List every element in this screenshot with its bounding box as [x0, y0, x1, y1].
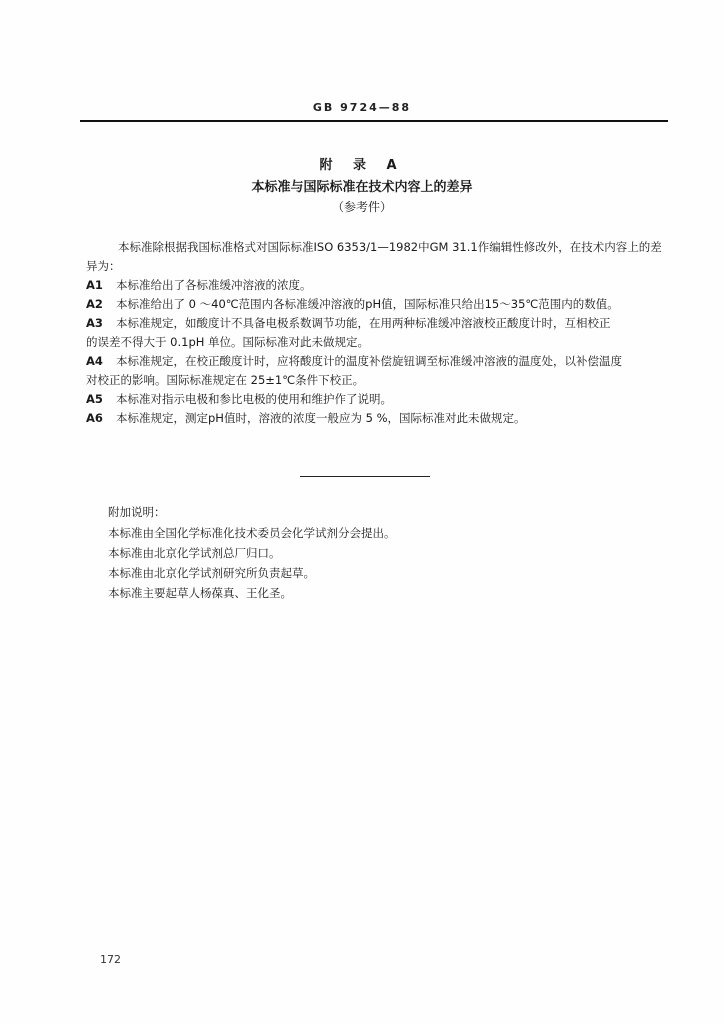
- clause-id: A3: [86, 316, 103, 330]
- additional-note-line: 本标准主要起草人杨葆真、王化圣。: [108, 586, 292, 600]
- additional-note-line: 本标准由北京化学试剂研究所负责起草。: [108, 566, 315, 580]
- additional-note-line: 本标准由全国化学标准化技术委员会化学试剂分会提出。: [108, 526, 396, 540]
- clause-line: 本标准规定，在校正酸度计时，应将酸度计的温度补偿旋钮调至标准缓冲溶液的温度处，以补偿温度: [116, 354, 622, 368]
- additional-note-line: 本标准由北京化学试剂总厂归口。: [108, 546, 281, 560]
- clause-id: A5: [86, 392, 103, 406]
- clause-line: 本标准规定，测定pH值时，溶液的浓度一般应为 5 %，国际标准对此未做规定。: [116, 411, 526, 425]
- clause-id: A4: [86, 354, 103, 368]
- appendix-title: 附 录 A: [319, 158, 405, 173]
- clause-line: 本标准规定，如酸度计不具备电极系数调节功能，在用两种标准缓冲溶液校正酸度计时，互相校正: [116, 316, 611, 330]
- clause-continuation: 的误差不得大于 0.1pH 单位。国际标准对此未做规定。: [86, 335, 370, 349]
- clause-item: [86, 390, 666, 409]
- clause-id: A1: [86, 278, 103, 292]
- appendix-note: （参考件）: [331, 200, 392, 214]
- clause-line: 本标准对指示电极和参比电极的使用和维护作了说明。: [116, 392, 392, 406]
- clause-text: [116, 276, 666, 295]
- clause-item: [86, 276, 666, 295]
- section-divider: [300, 476, 430, 477]
- clause-item: [86, 352, 666, 390]
- clause-text: [116, 390, 666, 409]
- page-number: 172: [100, 953, 121, 966]
- intro-paragraph: 本标准除根据我国标准格式对国际标准ISO 6353/1—1982中GM 31.1作编辑性修改外，在技术内容上的差异为：: [86, 240, 662, 273]
- clause-continuation: 对校正的影响。国际标准规定在 25±1℃条件下校正。: [86, 373, 365, 387]
- clause-text: [116, 295, 666, 314]
- clause-line: 本标准给出了 0 ～40℃范围内各标准缓冲溶液的pH值，国际标准只给出15～35℃范围内的数值。: [116, 297, 619, 311]
- clause-item: [86, 409, 666, 428]
- clause-id: A2: [86, 297, 103, 311]
- standard-code: GB 9724—88: [312, 101, 412, 114]
- clause-line: 本标准给出了各标准缓冲溶液的浓度。: [116, 278, 312, 292]
- additional-notes: [108, 502, 628, 603]
- appendix-subtitle: 本标准与国际标准在技术内容上的差异: [251, 180, 473, 195]
- additional-notes-title: 附加说明：: [108, 505, 166, 519]
- clause-item: [86, 295, 666, 314]
- clause-item: [86, 314, 666, 352]
- clause-text: [116, 409, 666, 428]
- clause-id: A6: [86, 411, 103, 425]
- clause-list: [86, 276, 666, 428]
- header-rule: [80, 120, 668, 122]
